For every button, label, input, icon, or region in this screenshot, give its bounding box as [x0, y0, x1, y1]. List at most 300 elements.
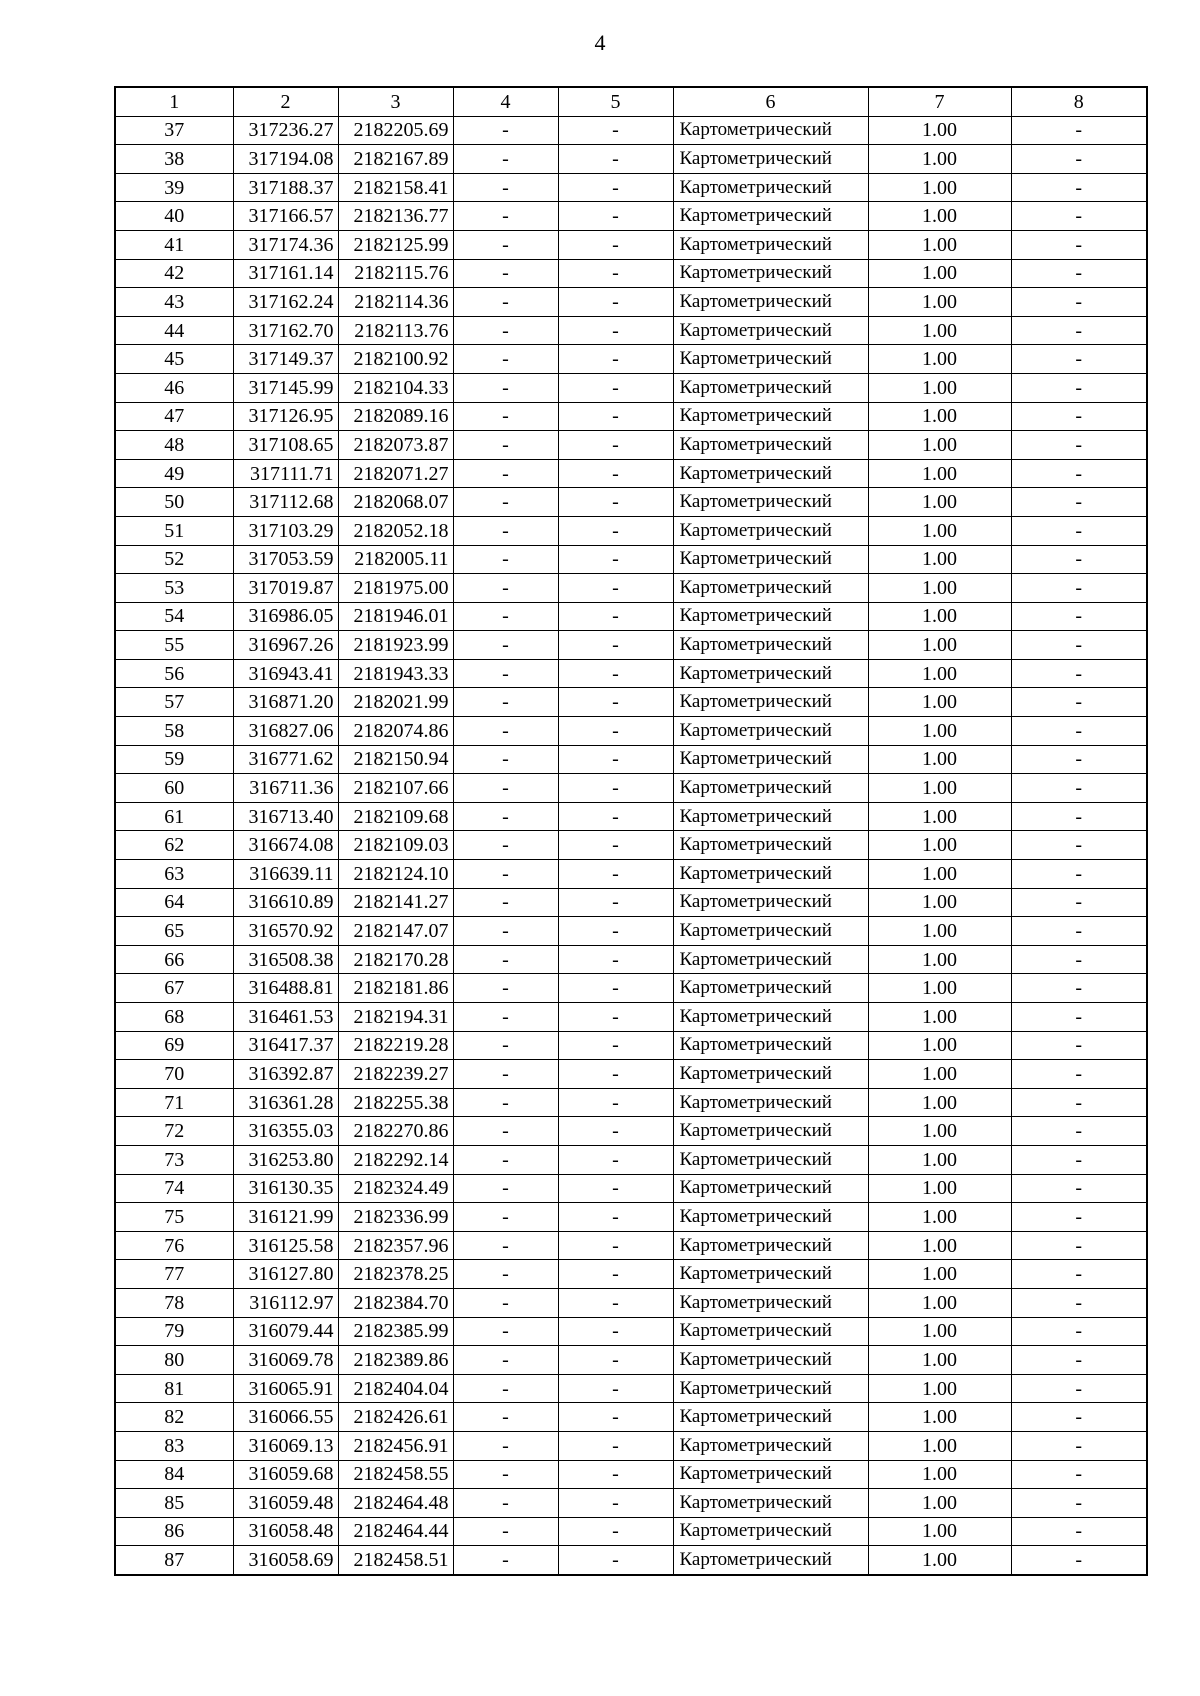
cell-column-5: -: [558, 1546, 673, 1575]
cell-y-coordinate: 2182270.86: [338, 1117, 453, 1146]
cell-column-4: -: [453, 545, 558, 574]
cell-column-8: -: [1011, 1517, 1147, 1546]
cell-column-8: -: [1011, 688, 1147, 717]
cell-column-8: -: [1011, 1145, 1147, 1174]
cell-x-coordinate: 317019.87: [233, 574, 338, 603]
cell-y-coordinate: 2182404.04: [338, 1374, 453, 1403]
cell-column-8: -: [1011, 974, 1147, 1003]
cell-y-coordinate: 2182124.10: [338, 860, 453, 889]
cell-method: Картометрический: [673, 1317, 868, 1346]
cell-column-8: -: [1011, 116, 1147, 145]
column-header-5: 5: [558, 87, 673, 116]
cell-column-5: -: [558, 631, 673, 660]
cell-point-number: 65: [115, 917, 233, 946]
cell-column-5: -: [558, 1003, 673, 1032]
cell-column-5: -: [558, 717, 673, 746]
cell-column-4: -: [453, 202, 558, 231]
table-row: [115, 802, 1147, 831]
cell-y-coordinate: 2182115.76: [338, 259, 453, 288]
cell-method: Картометрический: [673, 574, 868, 603]
cell-x-coordinate: 317145.99: [233, 373, 338, 402]
cell-column-8: -: [1011, 945, 1147, 974]
table-row: [115, 288, 1147, 317]
cell-method: Картометрический: [673, 974, 868, 1003]
cell-column-4: -: [453, 1231, 558, 1260]
cell-accuracy: 1.00: [868, 230, 1011, 259]
cell-y-coordinate: 2182205.69: [338, 116, 453, 145]
cell-y-coordinate: 2182219.28: [338, 1031, 453, 1060]
cell-x-coordinate: 316079.44: [233, 1317, 338, 1346]
cell-y-coordinate: 2182458.51: [338, 1546, 453, 1575]
cell-point-number: 72: [115, 1117, 233, 1146]
cell-column-5: -: [558, 945, 673, 974]
cell-method: Картометрический: [673, 802, 868, 831]
cell-accuracy: 1.00: [868, 688, 1011, 717]
cell-column-4: -: [453, 1460, 558, 1489]
table-row: [115, 1460, 1147, 1489]
cell-column-5: -: [558, 831, 673, 860]
cell-method: Картометрический: [673, 1145, 868, 1174]
table-row: [115, 860, 1147, 889]
table-row: [115, 574, 1147, 603]
cell-column-4: -: [453, 574, 558, 603]
cell-y-coordinate: 2182255.38: [338, 1088, 453, 1117]
table-row: [115, 1431, 1147, 1460]
cell-y-coordinate: 2182150.94: [338, 745, 453, 774]
cell-y-coordinate: 2182389.86: [338, 1346, 453, 1375]
cell-method: Картометрический: [673, 1203, 868, 1232]
cell-method: Картометрический: [673, 345, 868, 374]
cell-y-coordinate: 2182456.91: [338, 1431, 453, 1460]
cell-column-8: -: [1011, 373, 1147, 402]
cell-accuracy: 1.00: [868, 1403, 1011, 1432]
cell-x-coordinate: 317174.36: [233, 230, 338, 259]
cell-column-8: -: [1011, 488, 1147, 517]
cell-method: Картометрический: [673, 1231, 868, 1260]
cell-accuracy: 1.00: [868, 1231, 1011, 1260]
cell-y-coordinate: 2182170.28: [338, 945, 453, 974]
cell-y-coordinate: 2182073.87: [338, 431, 453, 460]
cell-x-coordinate: 317149.37: [233, 345, 338, 374]
cell-accuracy: 1.00: [868, 659, 1011, 688]
cell-point-number: 87: [115, 1546, 233, 1575]
cell-y-coordinate: 2182378.25: [338, 1260, 453, 1289]
cell-column-4: -: [453, 316, 558, 345]
cell-accuracy: 1.00: [868, 202, 1011, 231]
cell-point-number: 42: [115, 259, 233, 288]
table-row: [115, 1489, 1147, 1518]
cell-point-number: 46: [115, 373, 233, 402]
cell-column-8: -: [1011, 774, 1147, 803]
cell-column-4: -: [453, 145, 558, 174]
cell-column-5: -: [558, 288, 673, 317]
cell-point-number: 77: [115, 1260, 233, 1289]
cell-point-number: 55: [115, 631, 233, 660]
table-row: [115, 545, 1147, 574]
cell-x-coordinate: 316488.81: [233, 974, 338, 1003]
cell-point-number: 60: [115, 774, 233, 803]
cell-method: Картометрический: [673, 717, 868, 746]
cell-column-4: -: [453, 745, 558, 774]
cell-method: Картометрический: [673, 1088, 868, 1117]
cell-column-4: -: [453, 259, 558, 288]
table-row: [115, 974, 1147, 1003]
column-header-6: 6: [673, 87, 868, 116]
cell-accuracy: 1.00: [868, 259, 1011, 288]
cell-method: Картометрический: [673, 1174, 868, 1203]
cell-point-number: 59: [115, 745, 233, 774]
cell-column-4: -: [453, 631, 558, 660]
cell-x-coordinate: 316392.87: [233, 1060, 338, 1089]
cell-accuracy: 1.00: [868, 774, 1011, 803]
cell-column-4: -: [453, 945, 558, 974]
cell-method: Картометрический: [673, 917, 868, 946]
cell-column-8: -: [1011, 545, 1147, 574]
cell-column-8: -: [1011, 516, 1147, 545]
cell-accuracy: 1.00: [868, 1317, 1011, 1346]
table-body: [115, 116, 1147, 1575]
cell-point-number: 53: [115, 574, 233, 603]
cell-x-coordinate: 316066.55: [233, 1403, 338, 1432]
cell-y-coordinate: 2182167.89: [338, 145, 453, 174]
column-header-7: 7: [868, 87, 1011, 116]
cell-y-coordinate: 2182426.61: [338, 1403, 453, 1432]
cell-method: Картометрический: [673, 116, 868, 145]
cell-column-8: -: [1011, 402, 1147, 431]
cell-accuracy: 1.00: [868, 116, 1011, 145]
cell-column-8: -: [1011, 202, 1147, 231]
cell-column-8: -: [1011, 745, 1147, 774]
cell-method: Картометрический: [673, 288, 868, 317]
cell-y-coordinate: 2182336.99: [338, 1203, 453, 1232]
cell-accuracy: 1.00: [868, 1489, 1011, 1518]
table-row: [115, 459, 1147, 488]
cell-point-number: 48: [115, 431, 233, 460]
cell-point-number: 68: [115, 1003, 233, 1032]
cell-method: Картометрический: [673, 545, 868, 574]
table-row: [115, 402, 1147, 431]
cell-column-4: -: [453, 402, 558, 431]
cell-y-coordinate: 2182158.41: [338, 173, 453, 202]
table-row: [115, 659, 1147, 688]
cell-point-number: 83: [115, 1431, 233, 1460]
table-row: [115, 1117, 1147, 1146]
cell-column-4: -: [453, 459, 558, 488]
cell-x-coordinate: 316127.80: [233, 1260, 338, 1289]
cell-accuracy: 1.00: [868, 316, 1011, 345]
cell-method: Картометрический: [673, 774, 868, 803]
cell-method: Картометрический: [673, 860, 868, 889]
cell-accuracy: 1.00: [868, 888, 1011, 917]
cell-method: Картометрический: [673, 1489, 868, 1518]
cell-point-number: 57: [115, 688, 233, 717]
cell-x-coordinate: 317126.95: [233, 402, 338, 431]
cell-point-number: 39: [115, 173, 233, 202]
cell-column-5: -: [558, 202, 673, 231]
cell-column-5: -: [558, 1374, 673, 1403]
cell-method: Картометрический: [673, 145, 868, 174]
cell-y-coordinate: 2182141.27: [338, 888, 453, 917]
cell-column-4: -: [453, 288, 558, 317]
cell-accuracy: 1.00: [868, 145, 1011, 174]
cell-accuracy: 1.00: [868, 373, 1011, 402]
coordinates-table: [114, 86, 1148, 1576]
cell-method: Картометрический: [673, 202, 868, 231]
cell-column-8: -: [1011, 574, 1147, 603]
table-row: [115, 1288, 1147, 1317]
cell-x-coordinate: 316059.48: [233, 1489, 338, 1518]
cell-point-number: 78: [115, 1288, 233, 1317]
cell-column-5: -: [558, 888, 673, 917]
cell-column-5: -: [558, 1088, 673, 1117]
table-row: [115, 1517, 1147, 1546]
table-row: [115, 1374, 1147, 1403]
cell-accuracy: 1.00: [868, 831, 1011, 860]
cell-point-number: 51: [115, 516, 233, 545]
cell-column-5: -: [558, 1460, 673, 1489]
cell-x-coordinate: 316570.92: [233, 917, 338, 946]
cell-column-5: -: [558, 688, 673, 717]
table-row: [115, 431, 1147, 460]
table-row: [115, 1060, 1147, 1089]
cell-accuracy: 1.00: [868, 974, 1011, 1003]
cell-method: Картометрический: [673, 1288, 868, 1317]
cell-point-number: 79: [115, 1317, 233, 1346]
cell-method: Картометрический: [673, 631, 868, 660]
cell-method: Картометрический: [673, 745, 868, 774]
cell-column-5: -: [558, 974, 673, 1003]
cell-x-coordinate: 317111.71: [233, 459, 338, 488]
cell-point-number: 81: [115, 1374, 233, 1403]
cell-column-8: -: [1011, 1031, 1147, 1060]
table-row: [115, 1145, 1147, 1174]
cell-accuracy: 1.00: [868, 1003, 1011, 1032]
table-row: [115, 831, 1147, 860]
cell-point-number: 66: [115, 945, 233, 974]
cell-column-5: -: [558, 373, 673, 402]
cell-column-8: -: [1011, 288, 1147, 317]
cell-accuracy: 1.00: [868, 574, 1011, 603]
cell-column-8: -: [1011, 459, 1147, 488]
cell-method: Картометрический: [673, 1031, 868, 1060]
cell-column-4: -: [453, 1403, 558, 1432]
cell-column-5: -: [558, 459, 673, 488]
cell-accuracy: 1.00: [868, 1260, 1011, 1289]
cell-column-8: -: [1011, 316, 1147, 345]
cell-column-4: -: [453, 1260, 558, 1289]
cell-method: Картометрический: [673, 1403, 868, 1432]
cell-point-number: 75: [115, 1203, 233, 1232]
cell-x-coordinate: 316121.99: [233, 1203, 338, 1232]
table-row: [115, 488, 1147, 517]
cell-column-4: -: [453, 230, 558, 259]
cell-x-coordinate: 317162.70: [233, 316, 338, 345]
cell-method: Картометрический: [673, 173, 868, 202]
cell-y-coordinate: 2181975.00: [338, 574, 453, 603]
cell-column-4: -: [453, 1174, 558, 1203]
cell-column-5: -: [558, 1031, 673, 1060]
column-header-4: 4: [453, 87, 558, 116]
cell-column-8: -: [1011, 659, 1147, 688]
cell-column-4: -: [453, 717, 558, 746]
cell-y-coordinate: 2182147.07: [338, 917, 453, 946]
cell-point-number: 50: [115, 488, 233, 517]
table-row: [115, 230, 1147, 259]
cell-y-coordinate: 2182324.49: [338, 1174, 453, 1203]
cell-method: Картометрический: [673, 1003, 868, 1032]
cell-y-coordinate: 2182125.99: [338, 230, 453, 259]
cell-accuracy: 1.00: [868, 1203, 1011, 1232]
table-row: [115, 1203, 1147, 1232]
cell-y-coordinate: 2182114.36: [338, 288, 453, 317]
cell-x-coordinate: 317236.27: [233, 116, 338, 145]
cell-method: Картометрический: [673, 431, 868, 460]
cell-column-5: -: [558, 802, 673, 831]
cell-column-5: -: [558, 917, 673, 946]
cell-column-4: -: [453, 345, 558, 374]
cell-x-coordinate: 316112.97: [233, 1288, 338, 1317]
cell-accuracy: 1.00: [868, 631, 1011, 660]
cell-point-number: 85: [115, 1489, 233, 1518]
cell-column-5: -: [558, 659, 673, 688]
cell-column-5: -: [558, 402, 673, 431]
cell-method: Картометрический: [673, 1260, 868, 1289]
cell-column-4: -: [453, 1288, 558, 1317]
cell-x-coordinate: 316058.48: [233, 1517, 338, 1546]
cell-x-coordinate: 316508.38: [233, 945, 338, 974]
cell-point-number: 84: [115, 1460, 233, 1489]
cell-column-8: -: [1011, 888, 1147, 917]
cell-accuracy: 1.00: [868, 402, 1011, 431]
cell-column-8: -: [1011, 1203, 1147, 1232]
table-row: [115, 888, 1147, 917]
cell-accuracy: 1.00: [868, 1546, 1011, 1575]
cell-column-5: -: [558, 1060, 673, 1089]
cell-column-8: -: [1011, 1231, 1147, 1260]
cell-x-coordinate: 317108.65: [233, 431, 338, 460]
cell-x-coordinate: 316058.69: [233, 1546, 338, 1575]
table-row: [115, 1031, 1147, 1060]
cell-x-coordinate: 316610.89: [233, 888, 338, 917]
cell-point-number: 40: [115, 202, 233, 231]
table-row: [115, 945, 1147, 974]
cell-method: Картометрический: [673, 831, 868, 860]
cell-x-coordinate: 316253.80: [233, 1145, 338, 1174]
table-row: [115, 688, 1147, 717]
cell-point-number: 54: [115, 602, 233, 631]
cell-column-8: -: [1011, 1117, 1147, 1146]
cell-accuracy: 1.00: [868, 602, 1011, 631]
cell-column-4: -: [453, 1088, 558, 1117]
cell-accuracy: 1.00: [868, 1174, 1011, 1203]
cell-point-number: 43: [115, 288, 233, 317]
cell-method: Картометрический: [673, 1346, 868, 1375]
cell-column-4: -: [453, 1060, 558, 1089]
cell-x-coordinate: 316967.26: [233, 631, 338, 660]
cell-x-coordinate: 316059.68: [233, 1460, 338, 1489]
table-row: [115, 1317, 1147, 1346]
cell-y-coordinate: 2182052.18: [338, 516, 453, 545]
cell-accuracy: 1.00: [868, 1374, 1011, 1403]
table-row: [115, 1403, 1147, 1432]
cell-column-4: -: [453, 373, 558, 402]
table-row: [115, 516, 1147, 545]
cell-column-4: -: [453, 1546, 558, 1575]
cell-y-coordinate: 2182181.86: [338, 974, 453, 1003]
table-row: [115, 1003, 1147, 1032]
cell-column-4: -: [453, 516, 558, 545]
cell-column-8: -: [1011, 230, 1147, 259]
cell-accuracy: 1.00: [868, 717, 1011, 746]
cell-column-4: -: [453, 802, 558, 831]
cell-accuracy: 1.00: [868, 459, 1011, 488]
cell-method: Картометрический: [673, 259, 868, 288]
cell-column-5: -: [558, 1403, 673, 1432]
cell-column-8: -: [1011, 1288, 1147, 1317]
cell-column-8: -: [1011, 717, 1147, 746]
cell-y-coordinate: 2182464.44: [338, 1517, 453, 1546]
cell-column-5: -: [558, 574, 673, 603]
table-row: [115, 1346, 1147, 1375]
cell-point-number: 52: [115, 545, 233, 574]
cell-column-8: -: [1011, 431, 1147, 460]
cell-y-coordinate: 2182136.77: [338, 202, 453, 231]
cell-point-number: 41: [115, 230, 233, 259]
cell-column-5: -: [558, 1117, 673, 1146]
cell-method: Картометрический: [673, 1374, 868, 1403]
cell-method: Картометрический: [673, 488, 868, 517]
cell-column-5: -: [558, 1489, 673, 1518]
cell-method: Картометрический: [673, 230, 868, 259]
cell-column-5: -: [558, 116, 673, 145]
cell-column-5: -: [558, 145, 673, 174]
table-header-row: [115, 87, 1147, 116]
table-row: [115, 145, 1147, 174]
cell-accuracy: 1.00: [868, 516, 1011, 545]
cell-column-5: -: [558, 1145, 673, 1174]
cell-x-coordinate: 316986.05: [233, 602, 338, 631]
cell-column-8: -: [1011, 1260, 1147, 1289]
cell-column-5: -: [558, 1317, 673, 1346]
cell-column-8: -: [1011, 860, 1147, 889]
cell-column-4: -: [453, 602, 558, 631]
cell-accuracy: 1.00: [868, 1145, 1011, 1174]
cell-method: Картометрический: [673, 316, 868, 345]
table-row: [115, 259, 1147, 288]
cell-column-5: -: [558, 1346, 673, 1375]
cell-y-coordinate: 2182384.70: [338, 1288, 453, 1317]
table-row: [115, 745, 1147, 774]
cell-y-coordinate: 2182385.99: [338, 1317, 453, 1346]
cell-column-8: -: [1011, 1317, 1147, 1346]
table-row: [115, 1260, 1147, 1289]
cell-column-8: -: [1011, 1374, 1147, 1403]
cell-y-coordinate: 2182021.99: [338, 688, 453, 717]
table-row: [115, 173, 1147, 202]
cell-x-coordinate: 317162.24: [233, 288, 338, 317]
table-row: [115, 1231, 1147, 1260]
cell-column-5: -: [558, 1174, 673, 1203]
cell-column-4: -: [453, 1346, 558, 1375]
cell-column-4: -: [453, 917, 558, 946]
cell-column-8: -: [1011, 917, 1147, 946]
cell-column-5: -: [558, 1203, 673, 1232]
cell-x-coordinate: 316130.35: [233, 1174, 338, 1203]
column-header-2: 2: [233, 87, 338, 116]
cell-x-coordinate: 316713.40: [233, 802, 338, 831]
cell-accuracy: 1.00: [868, 1060, 1011, 1089]
cell-point-number: 71: [115, 1088, 233, 1117]
